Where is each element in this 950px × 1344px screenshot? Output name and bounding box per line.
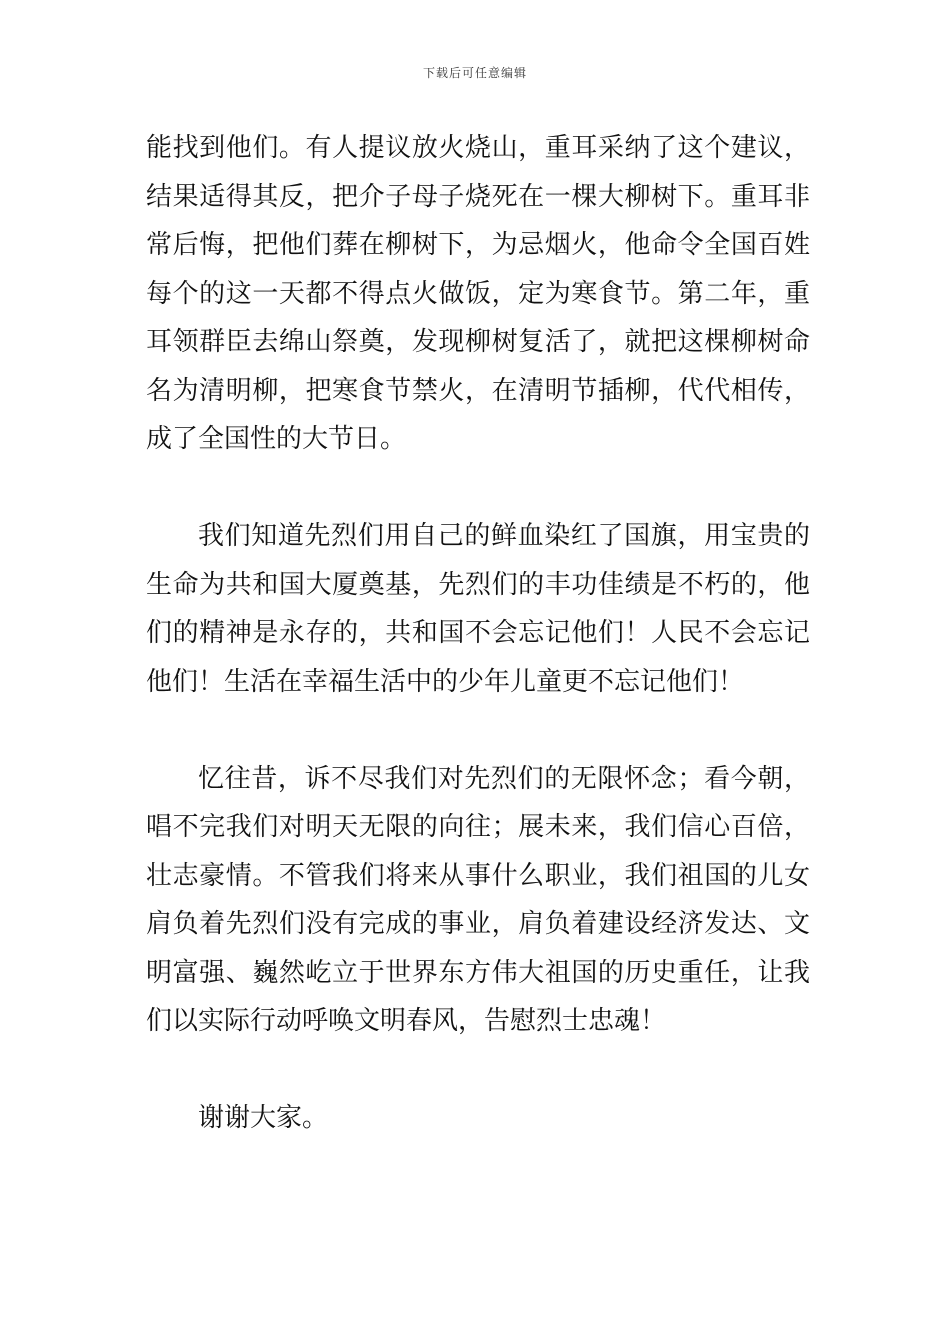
paragraph-thanks: 谢谢大家。	[198, 1103, 329, 1133]
paragraph-martyrs: 我们知道先烈们用自己的鲜血染红了国旗，用宝贵的生命为共和国大厦奠基，先烈们的丰功佳绩是不朽的，他们的精神是永存的，共和国不会忘记他们！人民不会忘记他们！生活在幸福生活中的少年儿童更不忘记他们！	[146, 521, 810, 697]
paragraph-gap	[146, 706, 810, 755]
paragraph-gap	[146, 464, 810, 513]
paragraph-future: 忆往昔，诉不尽我们对先烈们的无限怀念；看今朝，唱不完我们对明天无限的向往；展未来，我们信心百倍，壮志豪情。不管我们将来从事什么职业，我们祖国的儿女肩负着先烈们没有完成的事业，肩负着建设经济发达、文明富强、巍然屹立于世界东方伟大祖国的历史重任，让我们以实际行动呼唤文明春风，告慰烈士忠魂！	[146, 763, 810, 1036]
document-body	[146, 124, 810, 1143]
paragraph-gap	[146, 1046, 810, 1095]
header-note: 下载后可任意编辑	[422, 66, 527, 80]
paragraph-continuation: 能找到他们。有人提议放火烧山，重耳采纳了这个建议，结果适得其反，把介子母子烧死在一棵大柳树下。重耳非常后悔，把他们葬在柳树下，为忌烟火，他命令全国百姓每个的这一天都不得点火做饭，定为寒食节。第二年，重耳领群臣去绵山祭奠，发现柳树复活了，就把这棵柳树命名为清明柳，把寒食节禁火，在清明节插柳，代代相传，成了全国性的大节日。	[146, 133, 810, 454]
